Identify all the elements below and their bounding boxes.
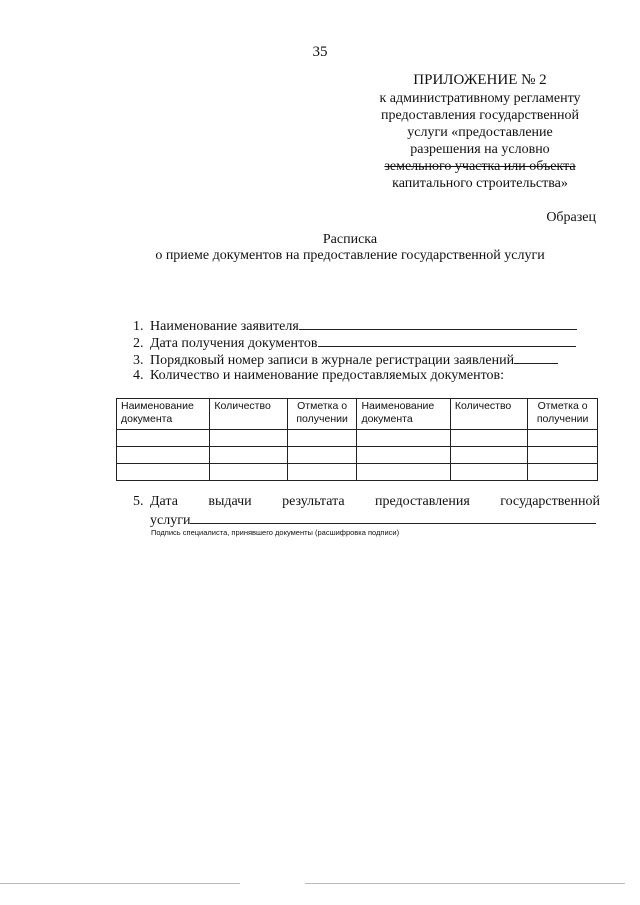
appendix-line: разрешения на условно [410, 142, 550, 157]
page-number: 35 [312, 44, 328, 60]
table-cell[interactable] [528, 464, 598, 481]
table-cell[interactable] [117, 464, 210, 481]
table-cell[interactable] [287, 447, 357, 464]
field-number: 4. [133, 368, 144, 383]
issue-word: предоставления [375, 494, 470, 509]
receipt-title: Расписка [322, 232, 378, 247]
table-cell[interactable] [287, 464, 357, 481]
table-cell[interactable] [210, 430, 287, 447]
issue-field-line-2 [133, 510, 600, 529]
issue-word: услуги [150, 513, 191, 528]
field-number: 1. [133, 319, 144, 334]
documents-list-field [133, 367, 504, 384]
appendix-line-struck: земельного участка или объекта [384, 159, 576, 174]
table-cell[interactable] [450, 447, 527, 464]
issue-word: Дата [150, 494, 178, 509]
table-cell[interactable] [117, 430, 210, 447]
field-label: Порядковый номер записи в журнале регистрации заявлений [150, 353, 515, 368]
scan-artifact-line [305, 883, 625, 884]
column-header: Количество [450, 399, 527, 430]
sample-label: Образец [546, 210, 596, 225]
field-number: 5. [133, 494, 144, 509]
appendix-line: капитального строительства» [392, 176, 568, 191]
column-header: Количество [210, 399, 287, 430]
column-header: Отметка о получении [528, 399, 598, 430]
table-row [117, 430, 598, 447]
issue-word: результата [282, 494, 345, 509]
table-cell[interactable] [357, 464, 450, 481]
table-cell[interactable] [287, 430, 357, 447]
column-header: Отметка о получении [287, 399, 357, 430]
scan-artifact-line [0, 883, 240, 884]
field-label: Количество и наименование предоставляемых документов: [150, 368, 505, 383]
table-cell[interactable] [528, 430, 598, 447]
table-row [117, 447, 598, 464]
table-row [117, 464, 598, 481]
issue-word: выдачи [208, 494, 252, 509]
issue-field-line-1 [133, 493, 600, 510]
appendix-title: ПРИЛОЖЕНИЕ № 2 [413, 72, 547, 88]
result-issue-date-field [133, 493, 600, 529]
signature-caption: Подпись специалиста, принявшего документы (расшифровка подписи) [151, 528, 400, 537]
appendix-header [360, 72, 600, 192]
fill-line[interactable] [514, 350, 558, 364]
appendix-line: предоставления государственной [380, 108, 580, 123]
column-header: Наименование документа [357, 399, 450, 430]
table-header-row [117, 399, 598, 430]
table-cell[interactable] [357, 430, 450, 447]
table-cell[interactable] [450, 430, 527, 447]
appendix-line: услуги «предоставление [407, 125, 553, 140]
field-number: 3. [133, 353, 144, 368]
appendix-line: к административному регламенту [379, 91, 581, 106]
field-number: 2. [133, 336, 144, 351]
fill-line[interactable] [299, 316, 577, 330]
receipt-heading [100, 232, 600, 264]
table-cell[interactable] [117, 447, 210, 464]
table-cell[interactable] [528, 447, 598, 464]
field-number-and-word [133, 493, 178, 510]
table-cell[interactable] [210, 447, 287, 464]
field-label: Дата получения документов [150, 336, 318, 351]
issue-word: государственной [500, 494, 600, 509]
documents-table [116, 398, 598, 481]
table-cell[interactable] [210, 464, 287, 481]
field-label: Наименование заявителя [150, 319, 299, 334]
column-header: Наименование документа [117, 399, 210, 430]
receipt-subtitle: о приеме документов на предоставление государственной услуги [155, 248, 545, 263]
fill-line[interactable] [190, 510, 596, 524]
table-cell[interactable] [450, 464, 527, 481]
fill-line[interactable] [318, 333, 576, 347]
table-cell[interactable] [357, 447, 450, 464]
